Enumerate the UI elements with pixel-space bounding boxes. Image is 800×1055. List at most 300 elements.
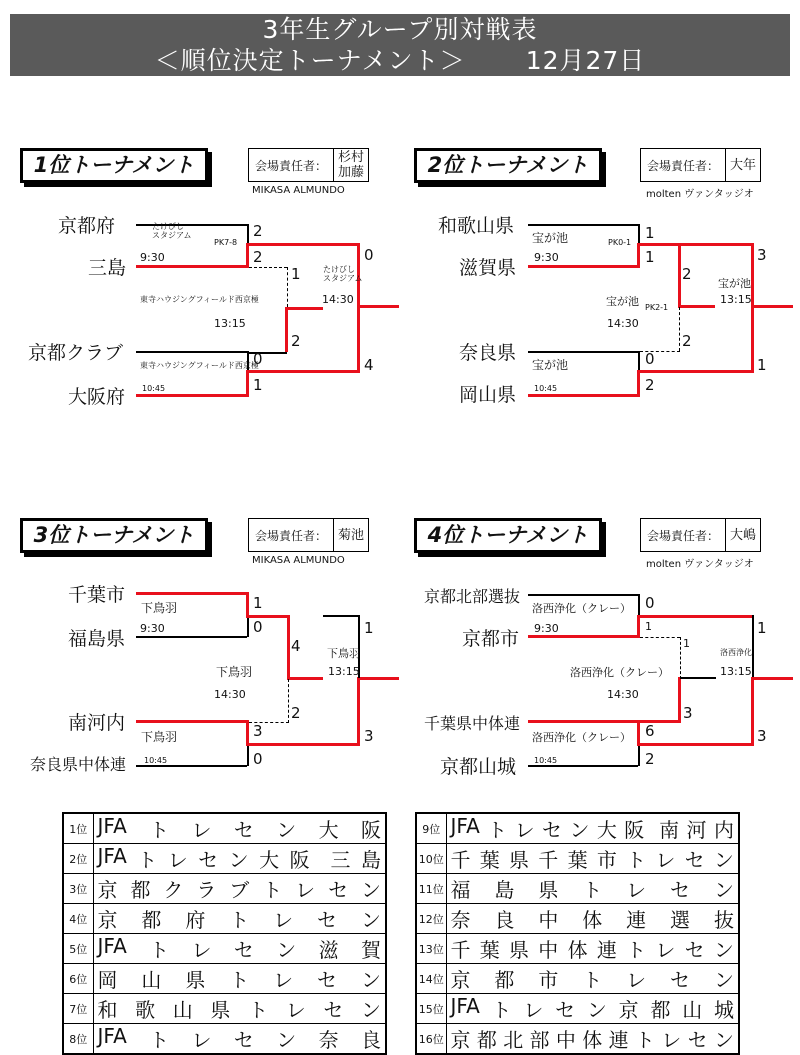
winner-line — [751, 677, 793, 680]
winner-line — [637, 743, 752, 746]
ranking-team-char: ン — [361, 878, 381, 902]
venue-note: たけびし スタジアム — [152, 222, 192, 240]
venue-manager-label: 会場責任者： — [249, 149, 334, 181]
ranking-team-char: 千 — [450, 938, 471, 962]
time-note: 14:30 — [607, 688, 639, 701]
bracket-line — [136, 636, 247, 638]
ranking-team-char: セ — [684, 848, 705, 872]
score: 1 — [645, 248, 655, 266]
ranking-team — [93, 874, 386, 904]
venue-note: たけびし スタジアム — [323, 265, 363, 283]
ranking-team-char: ン — [713, 848, 734, 872]
ranking-team-char: 島 — [360, 848, 381, 872]
venue-manager-name: 大年 — [730, 157, 757, 173]
ranking-team — [93, 904, 386, 934]
winner-line — [246, 592, 249, 617]
score: 2 — [682, 265, 692, 283]
bracket-line — [136, 351, 247, 353]
ranking-team-char: ト — [491, 998, 512, 1022]
team-name: 京都クラブ — [28, 342, 124, 364]
winner-line — [528, 265, 640, 268]
ranking-team-char: 大 — [318, 818, 339, 842]
ranking-team-char: 阪 — [289, 848, 310, 872]
winner-line — [637, 370, 640, 397]
score: 3 — [757, 246, 767, 264]
ranking-row — [63, 813, 386, 844]
score: 2 — [253, 222, 263, 240]
ranking-team — [93, 1024, 386, 1055]
ranking-team-char: 島 — [494, 878, 515, 902]
ranking-team-char: セ — [555, 998, 576, 1022]
ranking-team-char: セ — [684, 938, 705, 962]
score: 3 — [364, 727, 374, 745]
venue-manager-box — [640, 148, 761, 182]
ranking-team-char: 京 — [97, 878, 118, 902]
score: 3 — [757, 727, 767, 745]
tournament-title: 1位トーナメント — [20, 148, 208, 183]
ranking-position: 4位 — [63, 904, 93, 934]
sponsor-text: molten ヴァンタッジオ — [646, 189, 754, 200]
ranking-team-char: ト — [248, 998, 269, 1022]
ranking-team-char: レ — [285, 998, 306, 1022]
winner-line — [136, 592, 249, 595]
ranking-team-char: 葉 — [479, 848, 500, 872]
ranking-team — [93, 934, 386, 964]
ranking-team-char: JFA — [97, 844, 127, 868]
venue-manager-box — [248, 148, 369, 182]
winner-line — [678, 677, 681, 723]
loser-line — [287, 267, 288, 307]
ranking-team-char: 連 — [626, 908, 647, 932]
ranking-position: 2位 — [63, 844, 93, 874]
sponsor-text: molten ヴァンタッジオ — [646, 559, 754, 570]
ranking-team-char: ト — [149, 1028, 170, 1052]
ranking-team — [446, 813, 739, 844]
ranking-team-char: 阪 — [624, 818, 645, 842]
ranking-team — [446, 874, 739, 904]
ranking-team-char: 選 — [670, 908, 691, 932]
time-note: 10:45 — [142, 384, 166, 393]
venue-manager-label: 会場責任者： — [641, 519, 726, 551]
venue-manager-label: 会場責任者： — [641, 149, 726, 181]
ranking-team-char: ン — [713, 1028, 734, 1052]
ranking-team — [446, 904, 739, 934]
ranking-position: 16位 — [416, 1024, 446, 1055]
venue-manager-label: 会場責任者： — [249, 519, 334, 551]
bracket-line — [136, 765, 247, 767]
time-note: 13:15 — [720, 293, 752, 306]
team-name: 大阪府 — [68, 386, 126, 408]
ranking-team-char: ン — [360, 968, 381, 992]
ranking-team-char: レ — [191, 1028, 212, 1052]
venue-note: 下鳥羽 — [141, 730, 178, 744]
ranking-team-char: セ — [670, 878, 691, 902]
venue-note: 洛西浄化（クレー） — [532, 602, 631, 615]
ranking-team-char: JFA — [450, 994, 480, 1018]
ranking-team-char: 部 — [529, 1028, 550, 1052]
score: 1 — [683, 637, 690, 650]
score: 1 — [645, 224, 655, 242]
ranking-team-char: 良 — [361, 1028, 381, 1052]
ranking-team-char: レ — [273, 968, 294, 992]
ranking-team-char: セ — [233, 818, 254, 842]
ranking-team-char: セ — [317, 968, 338, 992]
score: 1 — [291, 265, 301, 283]
ranking-team-char: 大 — [259, 848, 280, 872]
winner-line — [287, 615, 290, 679]
ranking-team-char: ン — [586, 998, 607, 1022]
ranking-team-char: JFA — [97, 934, 127, 958]
ranking-position: 9位 — [416, 813, 446, 844]
ranking-row — [63, 994, 386, 1024]
bracket-line — [247, 224, 249, 244]
ranking-row — [416, 994, 739, 1024]
winner-line — [246, 370, 249, 397]
tournament-title: 4位トーナメント — [414, 518, 602, 553]
ranking-team-char: 千 — [450, 848, 471, 872]
score: 2 — [645, 750, 655, 768]
winner-line — [637, 243, 680, 246]
ranking-team-char: 県 — [538, 878, 559, 902]
ranking-team-char: セ — [328, 878, 349, 902]
venue-note: 下鳥羽 — [216, 665, 253, 679]
winner-line — [357, 677, 399, 680]
ranking-team — [93, 813, 386, 844]
ranking-team-char: レ — [514, 818, 535, 842]
ranking-team-char: ト — [634, 1028, 655, 1052]
ranking-team-char: 京 — [618, 998, 639, 1022]
ranking-team-char: 奈 — [450, 908, 471, 932]
ranking-team — [446, 964, 739, 994]
ranking-team-char: レ — [655, 938, 676, 962]
venue-note: 洛西浄化（クレー） — [570, 666, 669, 679]
ranking-team-char: ト — [262, 878, 283, 902]
team-name: 奈良県中体連 — [30, 755, 127, 774]
score: 2 — [645, 376, 655, 394]
ranking-team-char: 城 — [714, 998, 734, 1022]
score: 1 — [364, 619, 374, 637]
ranking-team — [93, 964, 386, 994]
winner-line — [637, 615, 640, 638]
bracket-line — [638, 594, 640, 616]
bracket-line — [638, 744, 640, 766]
ranking-team-char: ン — [713, 938, 734, 962]
bracket-line — [323, 615, 359, 617]
ranking-team-char: レ — [191, 938, 212, 962]
ranking-team-char: 体 — [567, 938, 588, 962]
bracket-line — [638, 351, 640, 371]
ranking-team-char: 市 — [596, 848, 617, 872]
ranking-row — [63, 844, 386, 874]
winner-line — [357, 305, 399, 308]
ranking-team-char: ト — [487, 818, 508, 842]
team-name: 奈良県 — [459, 342, 517, 364]
ranking-team — [446, 844, 739, 874]
page-date: 12月27日 — [525, 46, 646, 75]
ranking-team-char: JFA — [97, 1024, 127, 1048]
ranking-row — [63, 874, 386, 904]
time-note: 10:45 — [534, 384, 558, 393]
ranking-team-char: ン — [360, 908, 381, 932]
time-note: 9:30 — [140, 622, 165, 635]
score: 4 — [364, 356, 374, 374]
ranking-team-char: レ — [655, 848, 676, 872]
loser-line — [249, 267, 287, 268]
ranking-team-char: ン — [228, 848, 249, 872]
ranking-team-char: 京 — [450, 968, 471, 992]
ranking-team-char: ン — [569, 818, 590, 842]
ranking-team-char: 連 — [608, 1028, 629, 1052]
bracket-line — [247, 744, 249, 766]
score: 4 — [291, 637, 301, 655]
score: 0 — [253, 750, 263, 768]
winner-line — [751, 305, 793, 308]
winner-line — [637, 370, 752, 373]
ranking-team-char: 三 — [330, 848, 351, 872]
score: 6 — [645, 722, 655, 740]
team-name: 福島県 — [68, 628, 126, 650]
team-name: 京都北部選抜 — [424, 587, 521, 606]
team-name: 滋賀県 — [459, 257, 517, 279]
team-name: 和歌山県 — [438, 215, 515, 237]
time-note: 9:30 — [140, 251, 165, 264]
ranking-team — [446, 994, 739, 1024]
time-note: 14:30 — [607, 317, 639, 330]
score: 2 — [682, 332, 692, 350]
ranking-team-char: 体 — [582, 908, 603, 932]
ranking-team-char: 京 — [97, 908, 118, 932]
time-note: 9:30 — [534, 251, 559, 264]
ranking-team-char: 葉 — [479, 938, 500, 962]
venue-note: 洛西浄化 — [720, 648, 752, 657]
winner-line — [285, 307, 323, 310]
winner-line — [136, 394, 249, 397]
ranking-team-char: ン — [360, 998, 381, 1022]
winner-line — [136, 265, 249, 268]
ranking-team — [446, 934, 739, 964]
team-name: 千葉県中体連 — [424, 714, 521, 733]
ranking-row — [63, 1024, 386, 1055]
venue-note: 下鳥羽 — [141, 601, 178, 615]
score: 0 — [645, 350, 655, 368]
ranking-position: 14位 — [416, 964, 446, 994]
ranking-team-char: セ — [323, 998, 344, 1022]
ranking-team-char: 都 — [494, 968, 515, 992]
winner-line — [751, 677, 754, 746]
ranking-team-char: ト — [229, 968, 250, 992]
ranking-team-char: レ — [295, 878, 316, 902]
score: 0 — [253, 618, 263, 636]
tournament-title: 2位トーナメント — [414, 148, 602, 183]
bracket-line — [528, 594, 638, 596]
winner-line — [246, 243, 249, 268]
venue-note: 宝が池 — [532, 231, 569, 245]
ranking-team-char: 県 — [509, 938, 530, 962]
ranking-team-char: レ — [626, 968, 647, 992]
venue-note: 東寺ハウジングフィールド西京極 — [140, 295, 259, 304]
ranking-team-char: 都 — [650, 998, 671, 1022]
ranking-team-char: セ — [198, 848, 219, 872]
ranking-team-char: レ — [661, 1028, 682, 1052]
bracket-line — [528, 765, 638, 767]
score: 0 — [364, 246, 374, 264]
time-note: 10:45 — [144, 756, 168, 765]
time-note: 14:30 — [214, 688, 246, 701]
winner-line — [637, 615, 752, 618]
winner-line — [528, 635, 640, 638]
ranking-position: 11位 — [416, 874, 446, 904]
ranking-team-char: セ — [542, 818, 563, 842]
ranking-team-char: ン — [713, 878, 734, 902]
ranking-team-char: ン — [276, 1028, 297, 1052]
ranking-team-char: 葉 — [567, 848, 588, 872]
ranking-position: 3位 — [63, 874, 93, 904]
score: 2 — [291, 704, 301, 722]
ranking-team-char: ト — [626, 848, 647, 872]
loser-line — [288, 679, 289, 723]
winner-line — [136, 720, 249, 723]
bracket-line — [680, 677, 716, 679]
ranking-position: 6位 — [63, 964, 93, 994]
venue-note: 下鳥羽 — [327, 647, 360, 660]
ranking-team — [93, 994, 386, 1024]
ranking-team-char: ト — [626, 938, 647, 962]
ranking-team-char: 山 — [141, 968, 162, 992]
ranking-team-char: ト — [137, 848, 158, 872]
team-name: 京都市 — [462, 628, 520, 650]
ranking-position: 13位 — [416, 934, 446, 964]
ranking-team-char: ト — [582, 878, 603, 902]
pk-note: PK7-8 — [214, 238, 238, 247]
ranking-team-char: レ — [273, 908, 294, 932]
winner-line — [246, 743, 359, 746]
winner-line — [678, 305, 715, 308]
ranking-row — [416, 964, 739, 994]
ranking-row — [416, 904, 739, 934]
venue-note: 宝が池 — [532, 358, 569, 372]
ranking-team-char: レ — [191, 818, 212, 842]
ranking-position: 10位 — [416, 844, 446, 874]
ranking-team-char: 京 — [450, 1028, 471, 1052]
ranking-team-char: ラ — [196, 878, 217, 902]
ranking-position: 1位 — [63, 813, 93, 844]
ranking-team-char: ブ — [229, 878, 250, 902]
venue-manager-name: 杉村 加藤 — [338, 150, 365, 180]
ranking-team-char: ト — [149, 938, 170, 962]
ranking-row — [63, 964, 386, 994]
sponsor-text: MIKASA ALMUNDO — [252, 185, 345, 196]
loser-line — [680, 637, 681, 679]
score: 0 — [253, 350, 263, 368]
page-title: 3年生グループ別対戦表 — [10, 14, 790, 45]
venue-note: 宝が池 — [606, 295, 639, 308]
ranking-team-char: 県 — [509, 848, 530, 872]
ranking-team-char: セ — [317, 908, 338, 932]
winner-line — [678, 243, 681, 307]
team-name: 京都山城 — [440, 756, 517, 778]
ranking-team-char: ト — [229, 908, 250, 932]
bracket-line — [528, 351, 638, 353]
loser-line — [640, 637, 680, 638]
ranking-team-char: 都 — [476, 1028, 497, 1052]
time-note: 9:30 — [534, 622, 559, 635]
ranking-position: 5位 — [63, 934, 93, 964]
winner-line — [751, 243, 754, 373]
score: 3 — [683, 704, 693, 722]
ranking-team-char: レ — [523, 998, 544, 1022]
score: 3 — [253, 722, 263, 740]
score: 0 — [645, 594, 655, 612]
ranking-team-char: セ — [233, 1028, 254, 1052]
ranking-team-char: レ — [626, 878, 647, 902]
winner-line — [637, 720, 640, 745]
loser-line — [679, 307, 680, 351]
ranking-position: 7位 — [63, 994, 93, 1024]
venue-note: 洛西浄化（クレー） — [532, 731, 631, 744]
time-note: 10:45 — [534, 756, 558, 765]
score: 2 — [253, 248, 263, 266]
ranking-team-char: 都 — [130, 878, 151, 902]
ranking-team-char: 山 — [172, 998, 193, 1022]
page-subtitle-bar — [10, 45, 790, 76]
ranking-team-char: 連 — [596, 938, 617, 962]
ranking-team-char: JFA — [450, 814, 480, 838]
ranking-team-char: 和 — [97, 998, 118, 1022]
winner-line — [528, 394, 640, 397]
bracket-line — [752, 615, 754, 678]
ranking-position: 8位 — [63, 1024, 93, 1055]
time-note: 13:15 — [720, 665, 752, 678]
team-name: 千葉市 — [68, 584, 126, 606]
winner-line — [528, 720, 640, 723]
ranking-team-char: 山 — [682, 998, 703, 1022]
ranking-team-char: セ — [670, 968, 691, 992]
ranking-team-char: 中 — [555, 1028, 576, 1052]
score: 1 — [757, 619, 767, 637]
venue-manager-name: 大嶋 — [730, 527, 757, 543]
page-subtitle: ＜順位決定トーナメント＞ — [154, 46, 466, 75]
winner-line — [246, 243, 359, 246]
score: 1 — [253, 594, 263, 612]
pk-note: PK2-1 — [645, 303, 669, 312]
bracket-line — [638, 224, 640, 244]
ranking-team-char: 滋 — [318, 938, 339, 962]
team-name: 岡山県 — [459, 384, 517, 406]
ranking-team-char: JFA — [97, 814, 127, 838]
sponsor-text: MIKASA ALMUNDO — [252, 555, 345, 566]
ranking-team-char: 阪 — [361, 818, 381, 842]
ranking-team-char: 体 — [582, 1028, 603, 1052]
ranking-team-char: 市 — [538, 968, 559, 992]
ranking-team-char: レ — [167, 848, 188, 872]
team-name: 三島 — [88, 257, 127, 279]
ranking-team-char: 福 — [450, 878, 471, 902]
ranking-team-char: 府 — [185, 908, 206, 932]
ranking-row — [63, 904, 386, 934]
score: 2 — [291, 332, 301, 350]
ranking-team-char: 抜 — [713, 908, 734, 932]
ranking-team-char: ン — [276, 938, 297, 962]
ranking-team-char: セ — [687, 1028, 708, 1052]
ranking-team-char: 奈 — [318, 1028, 339, 1052]
winner-line — [680, 243, 753, 246]
venue-manager-box — [640, 518, 761, 552]
ranking-team-char: 大 — [596, 818, 617, 842]
ranking-team-char: ト — [582, 968, 603, 992]
ranking-team — [93, 844, 386, 874]
score: 1 — [645, 620, 652, 633]
ranking-team-char: ン — [276, 818, 297, 842]
